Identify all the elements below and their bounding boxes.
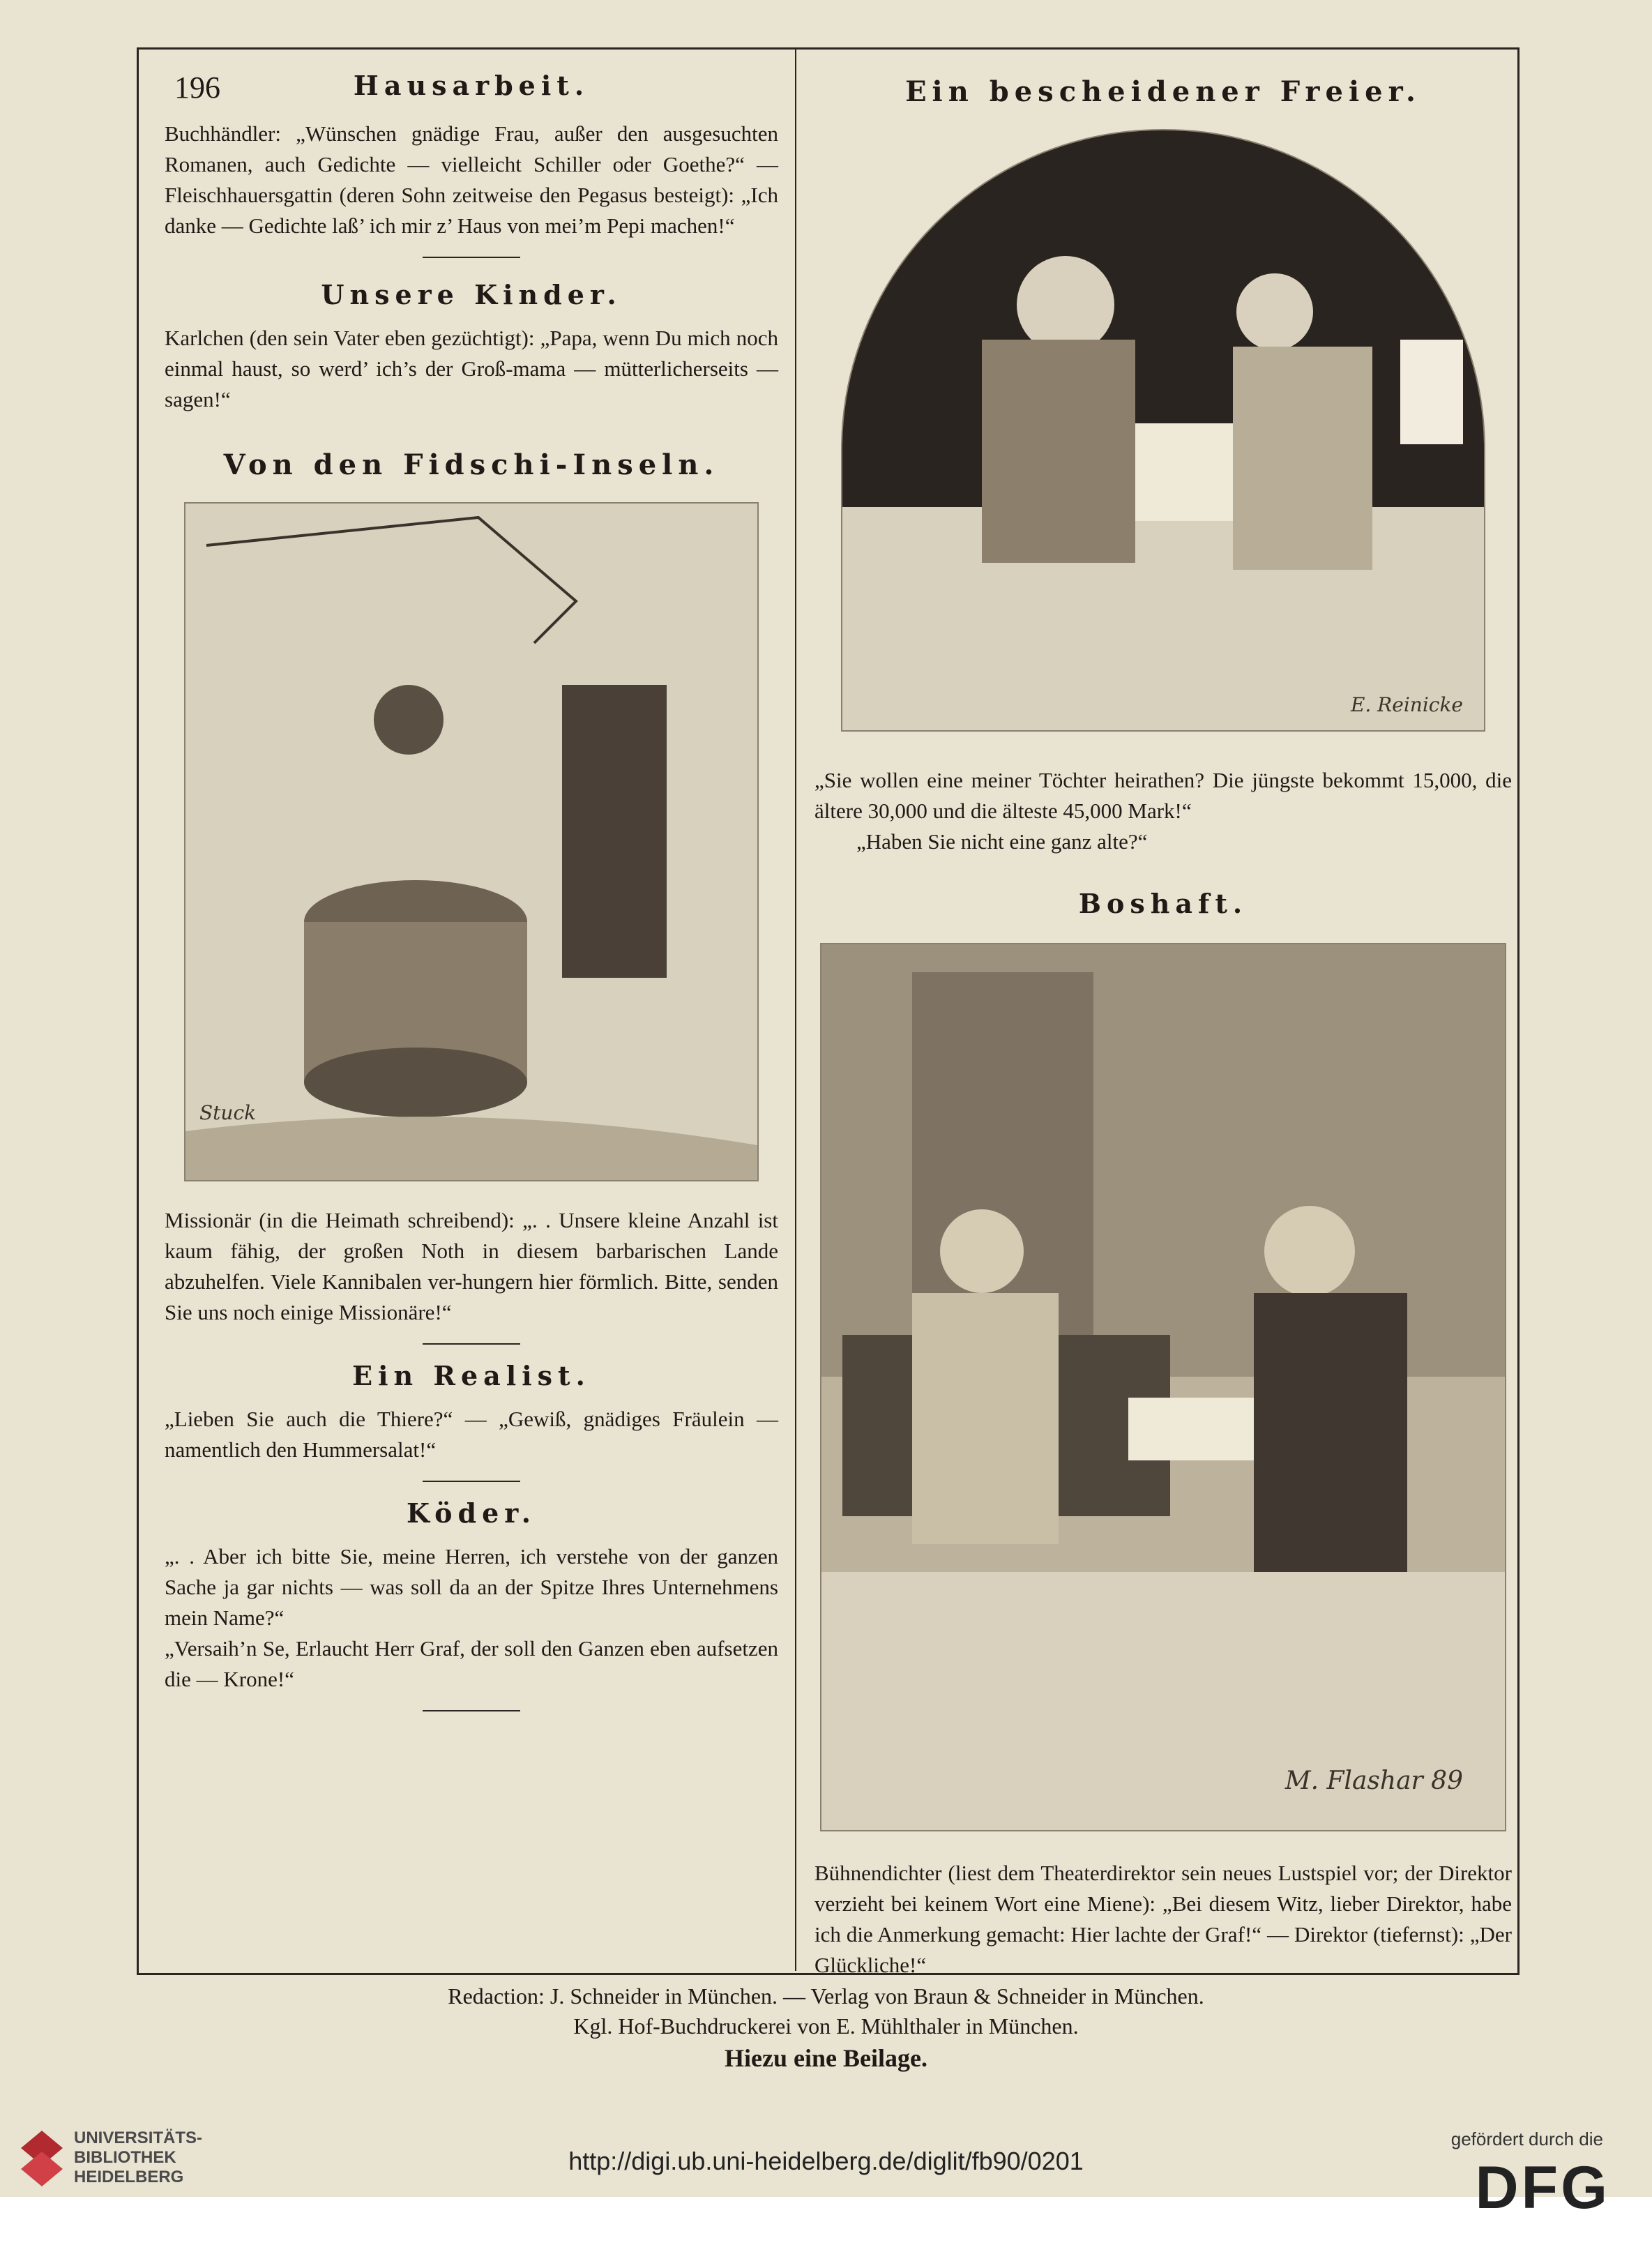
hausarbeit-text: Buchhändler: „Wünschen gnädige Frau, außer den ausgesuchten Romanen, auch Gedichte — vielleicht Schiller oder Goethe?“ — Fleischhauersgattin (deren Sohn zeitweise den Pegasus besteigt): „Ich danke — Gedichte laß’ ich mir z’ Haus von mei’m Pepi machen!“ [165, 121, 778, 238]
freier-text-2: „Haben Sie nicht eine ganz alte?“ [856, 829, 1148, 854]
section-title-kinder: Unsere Kinder. [321, 279, 622, 310]
koeder-text-2: „Versaih’n Se, Erlaucht Herr Graf, der soll den Ganzen eben aufsetzen die — Krone!“ [165, 1636, 778, 1691]
document-url-link[interactable]: http://digi.ub.uni-heidelberg.de/diglit/fb90/0201 [568, 2147, 1084, 2175]
library-name-line-2: BIBLIOTHEK [74, 2148, 176, 2167]
illustration-missionary [184, 502, 759, 1181]
section-rule [423, 257, 520, 258]
section-title-freier: Ein bescheidener Freier. [905, 75, 1421, 108]
imprint-line-3: Hiezu eine Beilage. [725, 2044, 927, 2072]
section-rule [423, 1343, 520, 1345]
page-number: 196 [174, 70, 220, 105]
dfg-logo: DFG [1475, 2154, 1610, 2221]
section-title-realist: Ein Realist. [352, 1360, 591, 1391]
right-column [814, 70, 1512, 1981]
library-name-line-1: UNIVERSITÄTS- [74, 2129, 203, 2147]
playwright-drawing [821, 944, 1505, 1830]
viewer-footer [0, 2197, 1652, 2245]
section-rule [423, 1710, 520, 1711]
koeder-text-1: „. . Aber ich bitte Sie, meine Herren, ich verstehe von der ganzen Sache ja gar nichts — was soll da an der Spitze Ihres Unternehmens mein Name?“ [165, 1544, 778, 1630]
illustration-suitor [841, 129, 1485, 732]
boshaft-text: Bühnendichter (liest dem Theaterdirektor sein neues Lustspiel vor; der Direktor verzieht bei keinem Wort eine Miene): „Bei diesem Witz, lieber Direktor, habe ich die Anmerkung gemacht: Hier lachte der Graf!“ — Direktor (tiefernst): „Der Glückliche!“ [814, 1861, 1512, 1977]
section-title-koeder: Köder. [406, 1497, 537, 1529]
illustration-signature: M. Flashar 89 [1285, 1767, 1463, 1795]
library-name-line-3: HEIDELBERG [74, 2168, 184, 2186]
imprint [137, 1979, 1515, 2077]
missionary-drawing [185, 504, 757, 1180]
imprint-line-2: Kgl. Hof-Buchdruckerei von E. Mühlthaler in München. [573, 2013, 1079, 2039]
funding-credit: gefördert durch die [1450, 2129, 1603, 2149]
section-title-fidschi: Von den Fidschi-Inseln. [223, 448, 720, 481]
left-column [165, 70, 778, 1727]
suitor-drawing [842, 130, 1484, 730]
kinder-text: Karlchen (den sein Vater eben gezüchtigt): „Papa, wenn Du mich noch einmal haust, so werd’ ich’s der Groß-mama — mütterlicherseits — sagen!“ [165, 326, 778, 411]
freier-text-1: „Sie wollen eine meiner Töchter heirathen? Die jüngste bekommt 15,000, die ältere 30,000 und die älteste 45,000 Mark!“ [814, 768, 1512, 823]
column-divider [795, 47, 796, 1971]
imprint-line-1: Redaction: J. Schneider in München. — Verlag von Braun & Schneider in München. [448, 1983, 1204, 2009]
fidschi-text: Missionär (in die Heimath schreibend): „. . Unsere kleine Anzahl ist kaum fähig, der großen Noth in diesem barbarischen Lande abzuhelfen. Viele Kannibalen ver-hungern hier förmlich. Bitte, senden Sie uns noch einige Missionäre!“ [165, 1208, 778, 1324]
illustration-signature: E. Reinicke [1350, 693, 1463, 716]
realist-text: „Lieben Sie auch die Thiere?“ — „Gewiß, gnädiges Fräulein — namentlich den Hummersalat!“ [165, 1407, 778, 1462]
illustration-playwright [820, 943, 1506, 1831]
section-title-hausarbeit: Hausarbeit. [353, 70, 590, 101]
illustration-signature: Stuck [199, 1101, 257, 1124]
section-title-boshaft: Boshaft. [1078, 888, 1248, 919]
section-rule [423, 1481, 520, 1482]
